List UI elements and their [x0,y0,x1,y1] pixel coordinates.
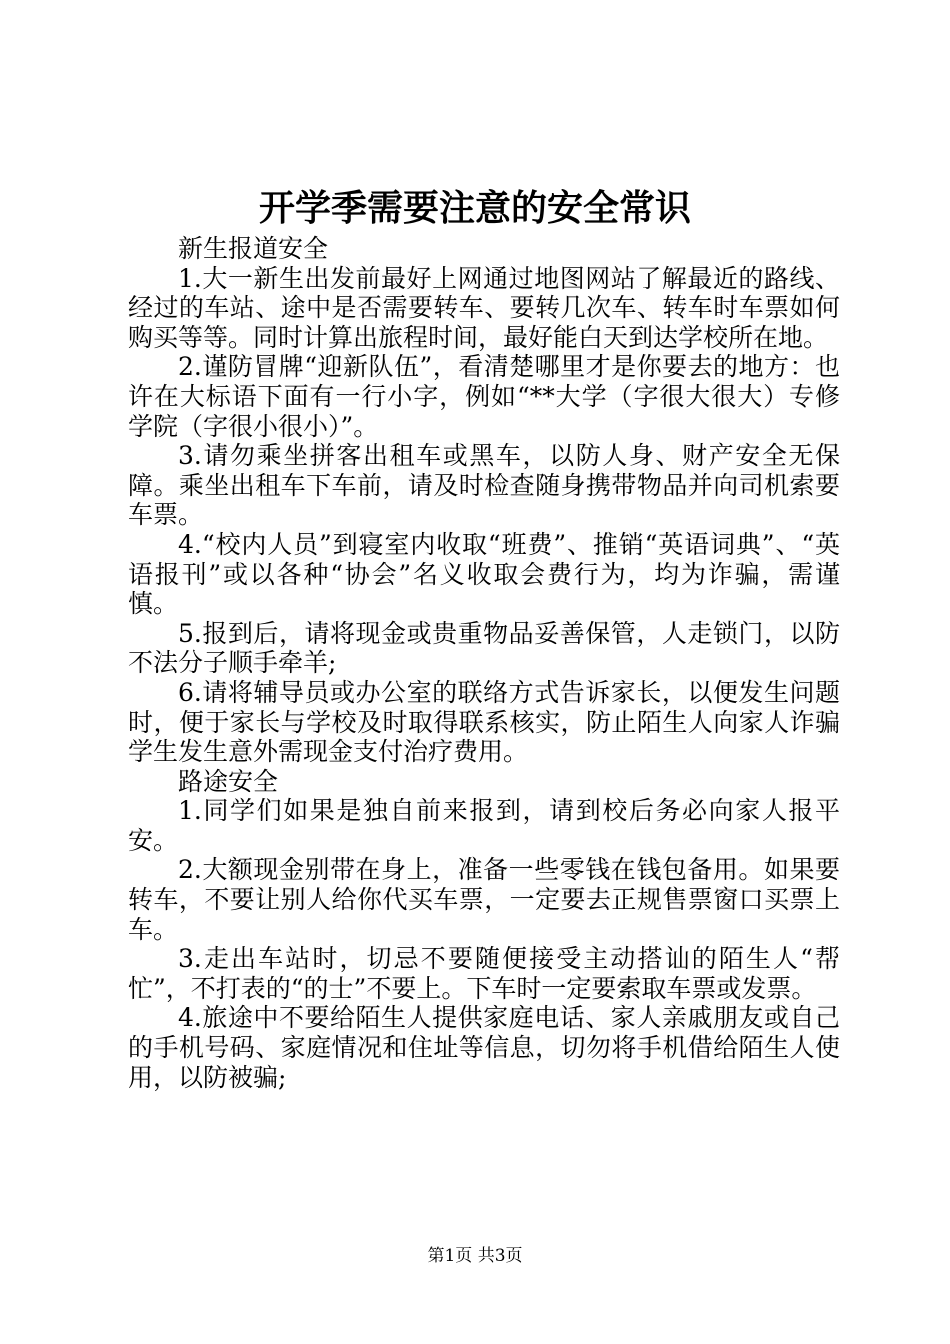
paragraph: 1.同学们如果是独自前来报到，请到校后务必向家人报平安。 [128,796,840,855]
paragraph: 6.请将辅导员或办公室的联络方式告诉家长，以便发生问题时，便于家长与学校及时取得联系核实，防止陌生人向家人诈骗学生发生意外需现金支付治疗费用。 [128,677,840,767]
paragraph: 5.报到后，请将现金或贵重物品妥善保管，人走锁门，以防不法分子顺手牵羊; [128,618,840,678]
paragraph: 2.大额现金别带在身上，准备一些零钱在钱包备用。如果要转车，不要让别人给你代买车票，一定要去正规售票窗口买票上车。 [128,855,840,944]
paragraph: 1.大一新生出发前最好上网通过地图网站了解最近的路线、经过的车站、途中是否需要转车、要转几次车、转车时车票如何购买等等。同时计算出旅程时间，最好能白天到达学校所在地。 [128,263,840,352]
section-heading: 新生报道安全 [178,234,329,263]
document-body [128,234,840,1092]
paragraph: 2.谨防冒牌“迎新队伍”，看清楚哪里才是你要去的地方：也许在大标语下面有一行小字，例如“**大学（字很大很大）专修学院（字很小很小）”。 [128,352,840,441]
paragraph: 3.走出车站时，切忌不要随便接受主动搭讪的陌生人“帮忙”，不打表的“的士”不要上。下车时一定要索取车票或发票。 [128,944,840,1003]
paragraph: 4.旅途中不要给陌生人提供家庭电话、家人亲戚朋友或自己的手机号码、家庭情况和住址等信息，切勿将手机借给陌生人使用，以防被骗; [128,1003,840,1092]
document-title: 开学季需要注意的安全常识 [258,187,691,229]
page-footer: 第1页 共3页 [427,1246,523,1266]
paragraph: 3.请勿乘坐拼客出租车或黑车，以防人身、财产安全无保障。乘坐出租车下车前，请及时检查随身携带物品并向司机索要车票。 [128,441,840,530]
paragraph: 4.“校内人员”到寝室内收取“班费”、推销“英语词典”、“英语报刊”或以各种“协会”名义收取会费行为，均为诈骗，需谨慎。 [128,529,840,619]
section-heading: 路途安全 [178,766,279,796]
